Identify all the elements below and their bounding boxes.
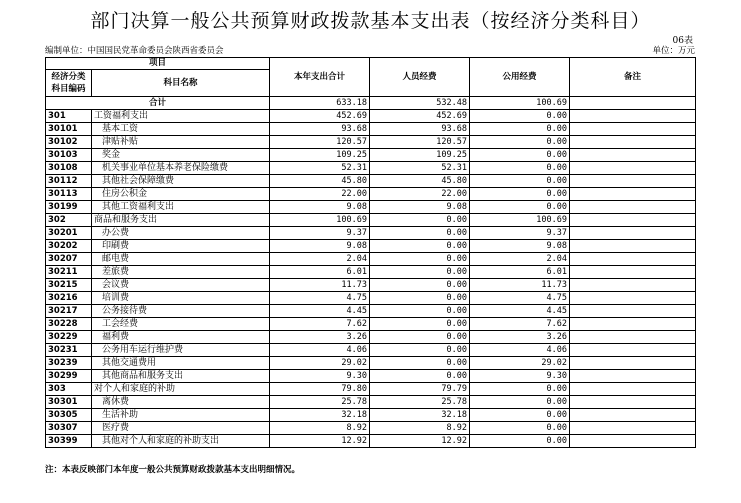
org-unit-row	[45, 44, 695, 56]
table-row	[46, 175, 696, 188]
total-row-personnel: 532.48	[370, 97, 470, 110]
row-public: 9.30	[470, 370, 570, 383]
row-total: 11.73	[270, 279, 370, 292]
row-total: 79.80	[270, 383, 370, 396]
row-total: 4.75	[270, 292, 370, 305]
row-personnel: 0.00	[370, 266, 470, 279]
row-code: 30229	[46, 331, 92, 344]
row-public: 0.00	[470, 201, 570, 214]
row-public: 0.00	[470, 188, 570, 201]
table-row	[46, 227, 696, 240]
row-name: 其他交通费用	[92, 357, 270, 370]
header-name: 科目名称	[92, 70, 270, 97]
table-row	[46, 409, 696, 422]
row-public: 0.00	[470, 110, 570, 123]
row-name: 津贴补贴	[92, 136, 270, 149]
row-remark	[570, 435, 696, 448]
row-personnel: 0.00	[370, 318, 470, 331]
header-remark: 备注	[570, 58, 696, 97]
row-remark	[570, 266, 696, 279]
row-code: 30202	[46, 240, 92, 253]
row-name: 生活补助	[92, 409, 270, 422]
table-row	[46, 136, 696, 149]
row-public: 4.06	[470, 344, 570, 357]
table-row	[46, 188, 696, 201]
row-public: 9.08	[470, 240, 570, 253]
row-code: 30103	[46, 149, 92, 162]
row-name: 对个人和家庭的补助	[92, 383, 270, 396]
row-total: 452.69	[270, 110, 370, 123]
row-personnel: 32.18	[370, 409, 470, 422]
row-name: 其他对个人和家庭的补助支出	[92, 435, 270, 448]
row-public: 0.00	[470, 175, 570, 188]
row-code: 30211	[46, 266, 92, 279]
row-personnel: 109.25	[370, 149, 470, 162]
row-remark	[570, 409, 696, 422]
footnote: 注：本表反映部门本年度一般公共预算财政拨款基本支出明细情况。	[45, 465, 301, 475]
table-number: 06表	[672, 36, 693, 46]
row-code: 30228	[46, 318, 92, 331]
row-personnel: 22.00	[370, 188, 470, 201]
row-public: 0.00	[470, 123, 570, 136]
table-row	[46, 201, 696, 214]
row-remark	[570, 383, 696, 396]
row-remark	[570, 422, 696, 435]
row-code: 30199	[46, 201, 92, 214]
table-row	[46, 279, 696, 292]
row-code: 302	[46, 214, 92, 227]
row-name: 离休费	[92, 396, 270, 409]
row-remark	[570, 305, 696, 318]
row-total: 100.69	[270, 214, 370, 227]
row-personnel: 12.92	[370, 435, 470, 448]
row-code: 30305	[46, 409, 92, 422]
table-row	[46, 292, 696, 305]
header-public: 公用经费	[470, 58, 570, 97]
row-public: 4.75	[470, 292, 570, 305]
row-public: 11.73	[470, 279, 570, 292]
row-personnel: 52.31	[370, 162, 470, 175]
row-total: 109.25	[270, 149, 370, 162]
row-remark	[570, 188, 696, 201]
total-row-remark	[570, 97, 696, 110]
row-name: 办公费	[92, 227, 270, 240]
table-row	[46, 110, 696, 123]
row-public: 0.00	[470, 422, 570, 435]
row-personnel: 45.80	[370, 175, 470, 188]
header-personnel: 人员经费	[370, 58, 470, 97]
total-row-label: 合计	[46, 97, 270, 110]
row-code: 30102	[46, 136, 92, 149]
row-total: 4.45	[270, 305, 370, 318]
row-total: 4.06	[270, 344, 370, 357]
row-public: 0.00	[470, 383, 570, 396]
row-name: 工会经费	[92, 318, 270, 331]
row-total: 9.37	[270, 227, 370, 240]
row-name: 公务用车运行维护费	[92, 344, 270, 357]
row-personnel: 79.79	[370, 383, 470, 396]
row-personnel: 0.00	[370, 214, 470, 227]
table-row	[46, 331, 696, 344]
row-name: 基本工资	[92, 123, 270, 136]
row-remark	[570, 370, 696, 383]
table-row	[46, 357, 696, 370]
row-public: 0.00	[470, 435, 570, 448]
row-public: 100.69	[470, 214, 570, 227]
row-name: 会议费	[92, 279, 270, 292]
row-name: 差旅费	[92, 266, 270, 279]
table-row	[46, 240, 696, 253]
table-row	[46, 318, 696, 331]
row-name: 其他工资福利支出	[92, 201, 270, 214]
table-row	[46, 344, 696, 357]
row-remark	[570, 331, 696, 344]
row-total: 6.01	[270, 266, 370, 279]
row-personnel: 0.00	[370, 279, 470, 292]
row-personnel: 0.00	[370, 227, 470, 240]
row-personnel: 0.00	[370, 357, 470, 370]
row-total: 9.30	[270, 370, 370, 383]
row-personnel: 0.00	[370, 240, 470, 253]
row-personnel: 93.68	[370, 123, 470, 136]
row-code: 30217	[46, 305, 92, 318]
header-code: 经济分类科目编码	[46, 70, 92, 97]
table-row	[46, 253, 696, 266]
row-personnel: 0.00	[370, 331, 470, 344]
row-public: 0.00	[470, 136, 570, 149]
row-name: 商品和服务支出	[92, 214, 270, 227]
row-code: 303	[46, 383, 92, 396]
row-remark	[570, 357, 696, 370]
row-code: 30215	[46, 279, 92, 292]
row-remark	[570, 318, 696, 331]
row-name: 福利费	[92, 331, 270, 344]
row-name: 住房公积金	[92, 188, 270, 201]
table-row	[46, 162, 696, 175]
row-personnel: 25.78	[370, 396, 470, 409]
row-name: 其他社会保障缴费	[92, 175, 270, 188]
report-title: 部门决算一般公共预算财政拨款基本支出表（按经济分类科目）	[90, 10, 651, 32]
row-public: 29.02	[470, 357, 570, 370]
row-code: 30201	[46, 227, 92, 240]
row-name: 医疗费	[92, 422, 270, 435]
row-personnel: 452.69	[370, 110, 470, 123]
row-public: 0.00	[470, 396, 570, 409]
expenditure-table	[45, 57, 696, 448]
total-row-total: 633.18	[270, 97, 370, 110]
row-remark	[570, 240, 696, 253]
org-label: 编制单位：中国国民党革命委员会陕西省委员会	[45, 46, 224, 56]
row-code: 301	[46, 110, 92, 123]
row-code: 30216	[46, 292, 92, 305]
row-personnel: 9.08	[370, 201, 470, 214]
unit-label: 单位：万元	[652, 46, 695, 56]
row-name: 工资福利支出	[92, 110, 270, 123]
row-total: 22.00	[270, 188, 370, 201]
row-public: 9.37	[470, 227, 570, 240]
row-personnel: 0.00	[370, 344, 470, 357]
row-remark	[570, 175, 696, 188]
row-code: 30108	[46, 162, 92, 175]
row-personnel: 0.00	[370, 305, 470, 318]
row-personnel: 0.00	[370, 370, 470, 383]
row-remark	[570, 344, 696, 357]
row-total: 8.92	[270, 422, 370, 435]
row-code: 30239	[46, 357, 92, 370]
row-remark	[570, 214, 696, 227]
table-row	[46, 435, 696, 448]
row-total: 2.04	[270, 253, 370, 266]
row-remark	[570, 149, 696, 162]
row-remark	[570, 253, 696, 266]
row-remark	[570, 201, 696, 214]
row-public: 6.01	[470, 266, 570, 279]
row-personnel: 0.00	[370, 253, 470, 266]
row-code: 30207	[46, 253, 92, 266]
row-public: 0.00	[470, 149, 570, 162]
row-code: 30301	[46, 396, 92, 409]
table-row	[46, 214, 696, 227]
row-total: 25.78	[270, 396, 370, 409]
row-public: 3.26	[470, 331, 570, 344]
table-row	[46, 383, 696, 396]
row-remark	[570, 227, 696, 240]
table-row	[46, 305, 696, 318]
row-name: 培训费	[92, 292, 270, 305]
row-code: 30299	[46, 370, 92, 383]
row-remark	[570, 396, 696, 409]
row-total: 32.18	[270, 409, 370, 422]
header-total: 本年支出合计	[270, 58, 370, 97]
total-row-public: 100.69	[470, 97, 570, 110]
row-name: 机关事业单位基本养老保险缴费	[92, 162, 270, 175]
row-code: 30307	[46, 422, 92, 435]
row-remark	[570, 110, 696, 123]
row-public: 7.62	[470, 318, 570, 331]
row-personnel: 8.92	[370, 422, 470, 435]
table-row	[46, 123, 696, 136]
row-name: 邮电费	[92, 253, 270, 266]
row-total: 45.80	[270, 175, 370, 188]
row-remark	[570, 279, 696, 292]
row-public: 0.00	[470, 162, 570, 175]
row-total: 29.02	[270, 357, 370, 370]
header-project: 项目	[46, 58, 270, 70]
row-total: 9.08	[270, 240, 370, 253]
row-code: 30399	[46, 435, 92, 448]
row-total: 3.26	[270, 331, 370, 344]
table-row	[46, 396, 696, 409]
row-total: 12.92	[270, 435, 370, 448]
row-code: 30112	[46, 175, 92, 188]
row-name: 公务接待费	[92, 305, 270, 318]
row-remark	[570, 292, 696, 305]
table-row	[46, 422, 696, 435]
row-code: 30231	[46, 344, 92, 357]
row-remark	[570, 136, 696, 149]
table-row	[46, 149, 696, 162]
row-total: 93.68	[270, 123, 370, 136]
row-name: 印刷费	[92, 240, 270, 253]
row-remark	[570, 123, 696, 136]
table-row	[46, 266, 696, 279]
row-total: 52.31	[270, 162, 370, 175]
row-total: 120.57	[270, 136, 370, 149]
row-code: 30113	[46, 188, 92, 201]
row-public: 2.04	[470, 253, 570, 266]
table-row	[46, 370, 696, 383]
row-total: 7.62	[270, 318, 370, 331]
row-total: 9.08	[270, 201, 370, 214]
row-personnel: 0.00	[370, 292, 470, 305]
row-code: 30101	[46, 123, 92, 136]
row-personnel: 120.57	[370, 136, 470, 149]
row-name: 其他商品和服务支出	[92, 370, 270, 383]
row-public: 4.45	[470, 305, 570, 318]
row-remark	[570, 162, 696, 175]
row-name: 奖金	[92, 149, 270, 162]
row-public: 0.00	[470, 409, 570, 422]
